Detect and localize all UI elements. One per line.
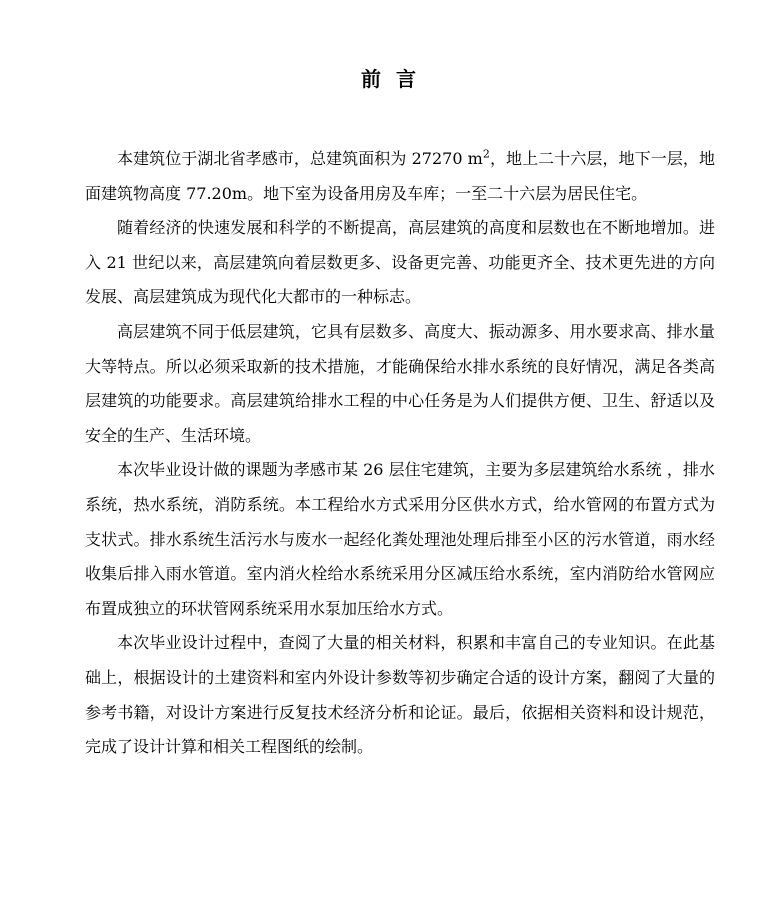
paragraph-design-process: 本次毕业设计过程中，查阅了大量的相关材料，积累和丰富自己的专业知识。在此基础上，根据设计的土建资料和室内外设计参数等初步确定合适的设计方案，翻阅了大量的参考书籍，对设计方案进行反复技术经济分析和论证。最后，依据相关资料和设计规范，完成了设计计算和相关工程图纸的绘制。 [85,633,715,757]
paragraph-project-overview [85,142,715,211]
document-body [85,142,715,765]
paragraph-design-topic: 本次毕业设计做的课题为孝感市某 26 层住宅建筑，主要为多层建筑给水系统 ，排水系统，热水系统，消防系统。本工程给水方式采用分区供水方式，给水管网的布置方式为支状式。排水系统生活污水与废水一起经化粪处理池处理后排至小区的污水管道，雨水经收集后排入雨水管道。室内消火栓给水系统采用分区减压给水系统，室内消防给水管网应布置成独立的环状管网系统采用水泵加压给水方式。 [85,460,715,618]
paragraph-high-rise-features: 高层建筑不同于低层建筑，它具有层数多、高度大、振动源多、用水要求高、排水量大等特点。所以必须采取新的技术措施，才能确保给水排水系统的良好情况，满足各类高层建筑的功能要求。高层建筑给排水工程的中心任务是为人们提供方便、卫生、舒适以及安全的生产、生活环境。 [85,321,715,445]
page-title: 前 言 [361,67,420,91]
superscript-2: 2 [482,147,490,161]
paragraph-text: ，地上二十六层，地下一层，地面建筑物高度 77.20m。地下室为设备用房及车库；一至二十六层为居民住宅。 [85,149,715,203]
paragraph-economic-development: 随着经济的快速发展和科学的不断提高，高层建筑的高度和层数也在不断地增加。进入 21 世纪以来，高层建筑向着层数更多、设备更完善、功能更齐全、技术更先进的方向发展、高层建筑成为现代化大都市的一种标志。 [85,218,715,307]
paragraph-text: 本建筑位于湖北省孝感市，总建筑面积为 27270 m [117,149,483,168]
